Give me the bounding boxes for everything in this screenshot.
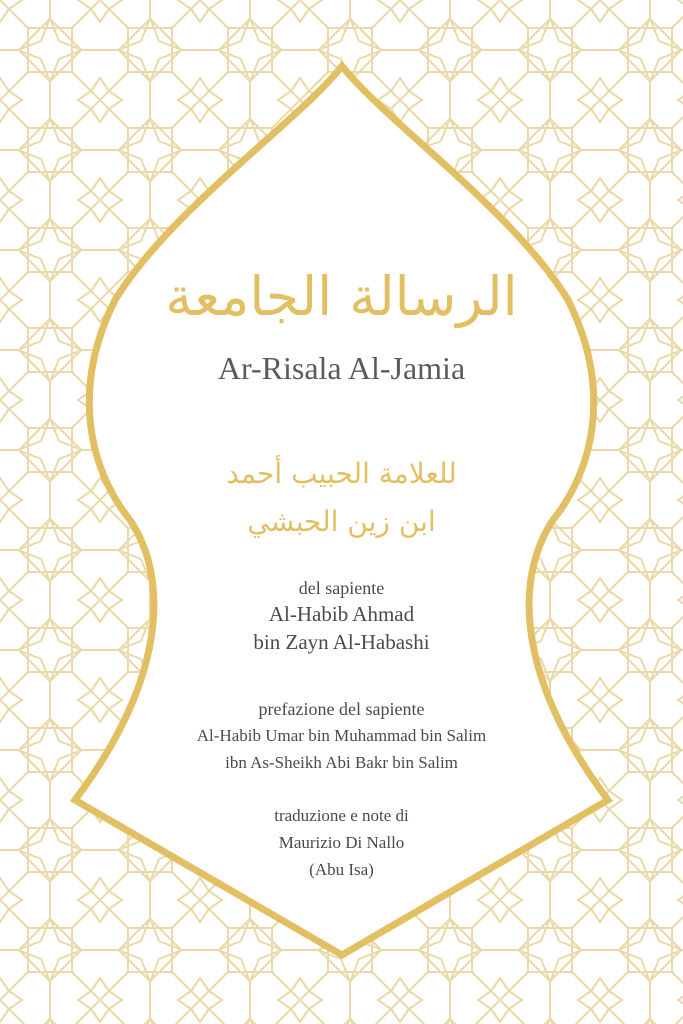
author-intro: del sapiente	[298, 578, 385, 598]
arabic-title: الرسالة الجامعة	[165, 265, 518, 328]
author-name-line-1: Al-Habib Ahmad	[268, 602, 415, 626]
translator-kunya: (Abu Isa)	[309, 860, 374, 879]
translator-name: Maurizio Di Nallo	[278, 833, 405, 852]
preface-author-line-1: Al-Habib Umar bin Muhammad bin Salim	[196, 726, 487, 745]
arabic-author-line-2: ابن زين الحبشي	[247, 505, 436, 538]
author-name-line-2: bin Zayn Al-Habashi	[253, 630, 430, 654]
preface-intro: prefazione del sapiente	[258, 699, 425, 719]
preface-author-line-2: ibn As-Sheikh Abi Bakr bin Salim	[225, 753, 458, 772]
translation-intro: traduzione e note di	[274, 806, 409, 825]
book-title: Ar-Risala Al-Jamia	[217, 350, 466, 386]
arabic-author-line-1: للعلامة الحبيب أحمد	[226, 457, 457, 490]
